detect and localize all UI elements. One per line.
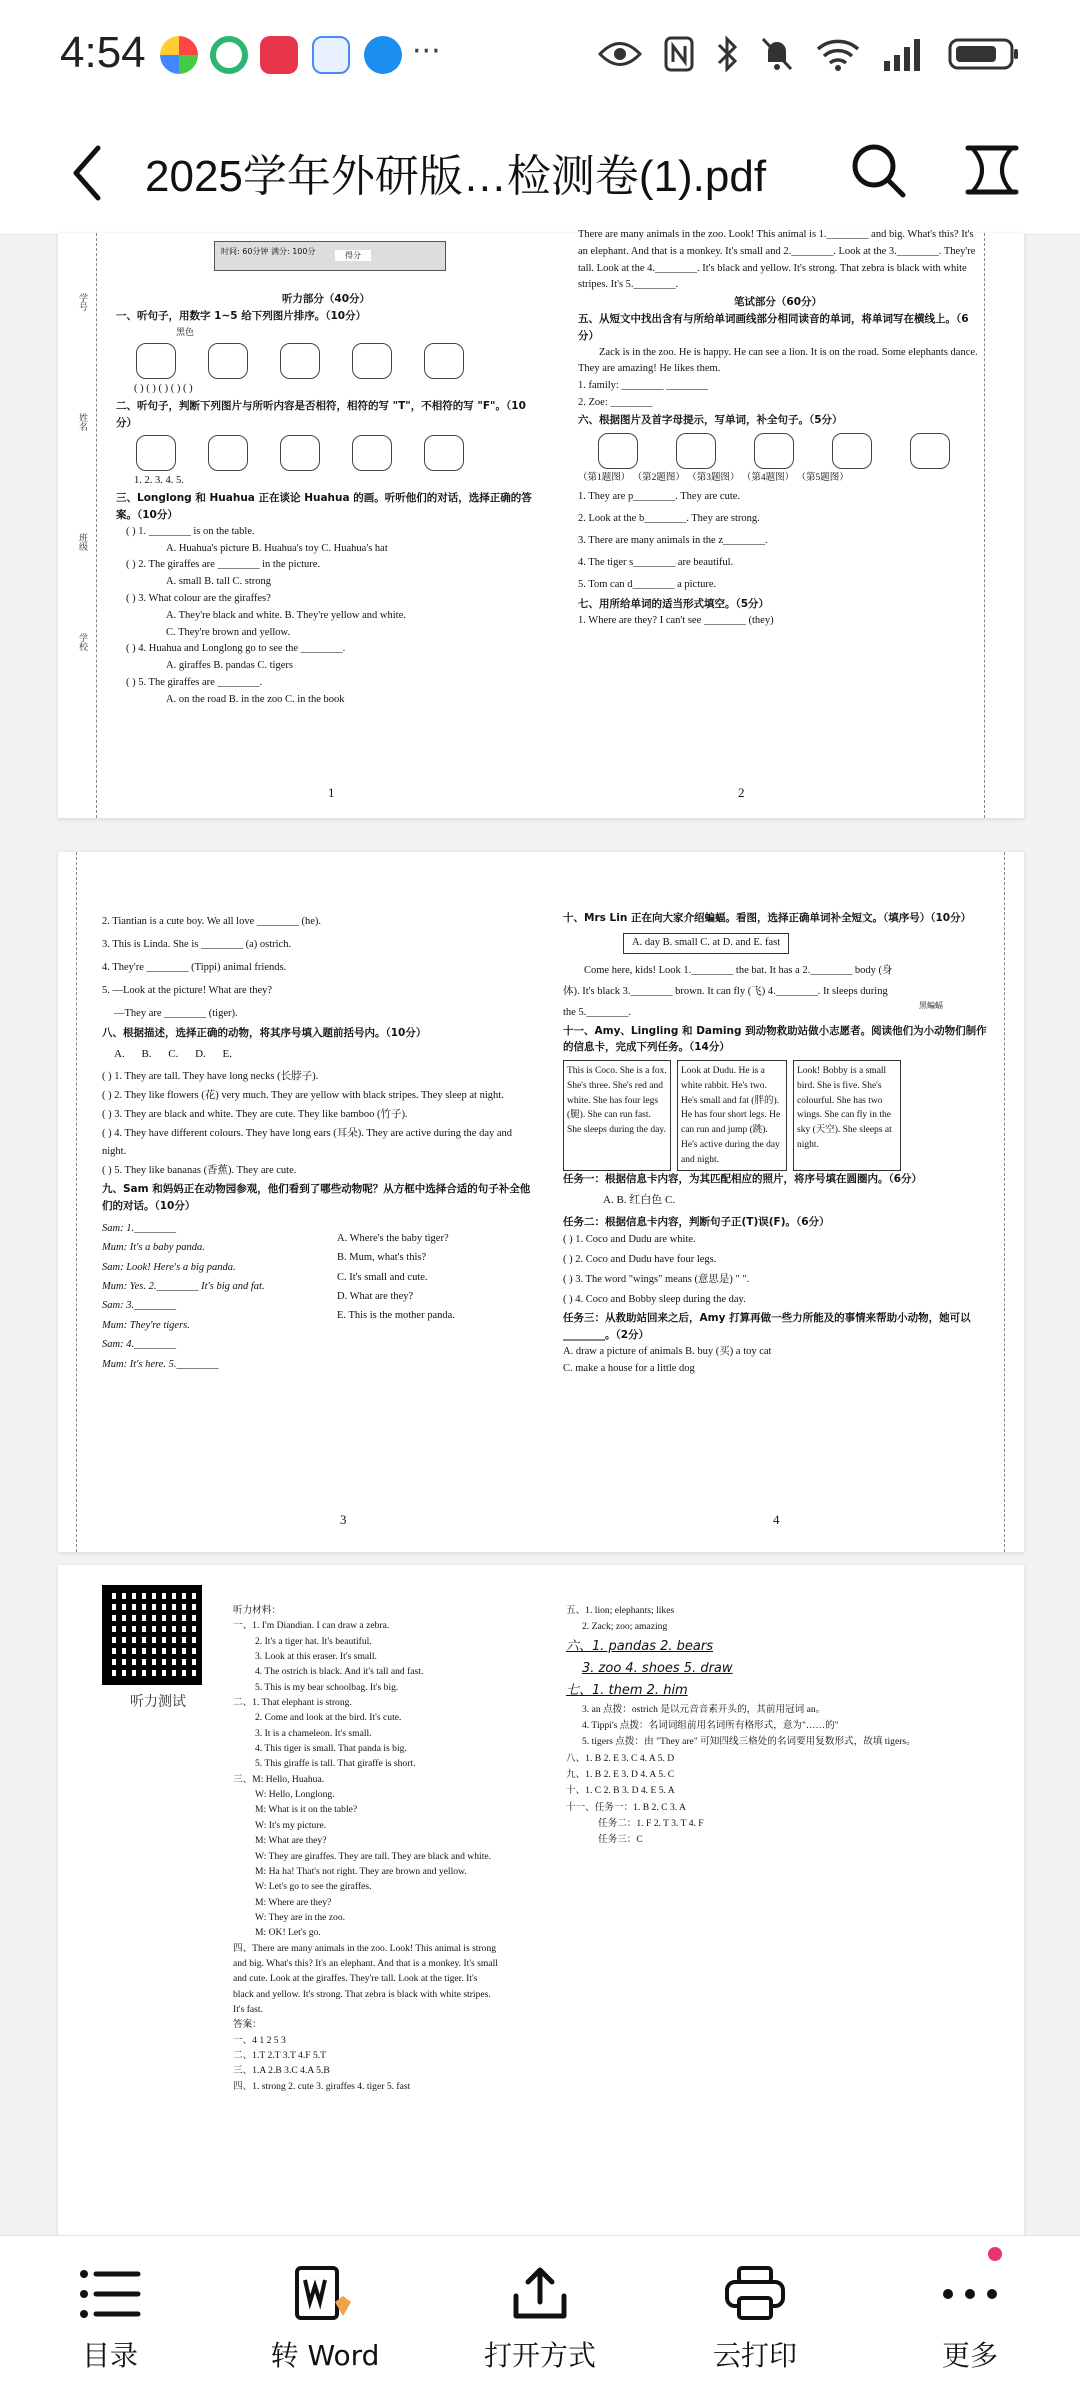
question-3: 三、Longlong 和 Huahua 正在谈论 Huahua 的画。听听他们的对话，选择正确的答案。（10分） (116, 492, 532, 521)
question-6-pictures (598, 433, 978, 469)
bell-muted-icon (760, 36, 794, 72)
signal-icon (882, 37, 926, 71)
page-number-3: 3 (340, 1512, 347, 1527)
info-card-bobby: Look! Bobby is a small bird. She is five. She's colourful. She has two wings. She can fly in the sky (天空). She sleeps at night. (793, 1060, 901, 1171)
toc-button[interactable]: 目录 (30, 2266, 190, 2374)
question-8-items: ( ) 1. They are tall. They have long necks (长脖子). ( ) 2. They like flowers (花) very much. They are yellow with black stripes. They sleep at night. ( ) 3. They are black and white. They are cute. They like bamboo (竹子). ( ) 4. They have different colours. They have long ears (耳朵). They are active during the day and night. ( ) 5. They like bananas (香蕉). They are cute. (102, 1070, 513, 1177)
page-3-column: 2. Tiantian is a cute boy. We all love ________ (he). 3. This is Linda. She is ________ (a) ostrich. 4. They're ________ (Tippi) animal friends. 5. —Look at the picture! What are they? —They are ________ (tiger). 八、根据描述，选择正确的动物，将其序号填入题前括号内。（10分） A. B. C. D. E. ( ) 1. They are tall. They have long necks (长脖子). ( ) 2. They like flowers (花) very much. They are yellow with black stripes. They sleep at night. ( ) 3. They are black and white. They are cute. They like bamboo (竹子). ( ) 4. They have different colours. They have long ears (耳朵). They are active during the day and night. ( ) 5. They like bananas (香蕉). They are cute. 九、Sam 和妈妈正在动物园参观，他们看到了哪些动物呢？从方框中选择合适的句子补全他们的对话。（10分） Sam: 1.________ Mum: It's a baby panda. Sam: Look! Here's a big panda. Mum: Yes. 2.________ It's big and fat. Sam: 3.________ Mum: They're tigers. Sam: 4.________ Mum: It's here. 5.________ A. Where's the baby tiger? B. Mum, what's this? C. It's small and cute. D. What are they? E. This is the mother panda. (102, 916, 531, 1370)
status-bar (0, 0, 1080, 110)
question-8: 八、根据描述，选择正确的动物，将其序号填入题前括号内。（10分） (102, 1027, 427, 1040)
battery-icon (948, 36, 1020, 72)
question-5: 五、从短文中找出含有与所给单词画线部分相同读音的单词，将单词写在横线上。（6分） (578, 312, 969, 342)
question-2-pictures (136, 435, 536, 471)
question-3-items: ( ) 1. ________ is on the table. A. Huahua's picture B. Huahua's toy C. Huahua's hat ( ) 2. The giraffes are ________ in the picture. A. small B. tall C. strong ( ) 3. What colour are the giraffes? A. They're black and white. B. They're yellow and white. C. They're brown and yellow. ( ) 4. Huahua and Longlong go to see the ________. A. giraffes B. pandas C. tigers ( ) 5. The giraffes are ________. A. on the road B. in the zoo C. in the book (126, 525, 406, 705)
share-icon (508, 2266, 572, 2322)
more-icon (938, 2266, 1002, 2322)
printer-icon (723, 2266, 787, 2322)
page-1-column: 听力部分（40分） 一、听句子，用数字 1~5 给下列图片排序。（10分） 黑色 ( ) ( ) ( ) ( ) ( ) 二、听句子，判断下列图片与所听内容是否相符，相符的写 "T"，不相符的写 "F"。（10分） 1. 2. 3. 4. 5. 三、Longlong 和 Huahua 正在谈论 Huahua 的画。听听他们的对话，选择正确的答案。（10分） ( ) 1. ________ is on the table. A. Huahua's picture B. Huahua's toy C. Huahua's hat ( ) 2. The giraffes are ________ in the picture. A. small B. tall C. strong ( ) 3. What colour are the giraffes? A. They're black and white. B. They're yellow and white. C. They're brown and yellow. ( ) 4. Huahua and Longlong go to see the ________. A. giraffes B. pandas C. tigers ( ) 5. The giraffes are ________. A. on the road B. in the zoo C. in the book (116, 291, 536, 709)
bottom-toolbar (0, 2235, 1080, 2387)
cloud-print-button[interactable]: 云打印 (675, 2266, 835, 2374)
task-1: 任务一：根据信息卡内容，为其匹配相应的照片，将序号填在圆圈内。（6分） (563, 1173, 923, 1186)
question-10: 十、Mrs Lin 正在向大家介绍蝙蝠。看图，选择正确单词补全短文。（填序号）（10分） (563, 912, 972, 924)
document-title: 2025学年外研版…检测卷(1).pdf (145, 152, 767, 201)
page-4-column: 十、Mrs Lin 正在向大家介绍蝙蝠。看图，选择正确单词补全短文。（填序号）（10分） A. day B. small C. at D. and E. fast Come here, kids! Look 1.________ the bat. It has a 2.________ body (身体). It's black 3.________ brown. It can fly (飞) 4.________. It sleeps during the 5.________. 黑蝙蝠 十一、Amy、Lingling 和 Daming 到动物救助站做小志愿者。阅读他们为小动物们制作的信息卡，完成下列任务。（14分） This is Coco. She is a fox. She's three. She's red and white. She has four legs (腿). She can run fast. She sleeps during the day. Look at Dudu. He is a white rabbit. He's two. He's small and fat (胖的). He has four short legs. He can run and jump (跳). He's active during the day and night. Look! Bobby is a small bird. She is five. She's colourful. She has two wings. She can fly in the sky (天空). She sleeps at night. 任务一：根据信息卡内容，为其匹配相应的照片，将序号填在圆圈内。（6分） A. B. 红白色 C. 任务二：根据信息卡内容，判断句子正(T)误(F)。（6分） ( ) 1. Coco and Dudu are white. ( ) 2. Coco and Dudu have four legs. ( ) 3. The word "wings" means (意思是) " ". ( ) 4. Coco and Bobby sleep during the day. 任务三：从救助站回来之后，Amy 打算再做一些力所能及的事情来帮助小动物，她可以 ________。（2分） A. draw a picture of animals B. buy (买) a toy cat C. make a house for a little dog (563, 910, 995, 1377)
question-7: 七、用所给单词的适当形式填空。（5分） (578, 597, 770, 610)
red-square-app-icon (260, 36, 298, 74)
search-button[interactable] (848, 140, 908, 200)
task-2: 任务二：根据信息卡内容，判断句子正(T)误(F)。（6分） (563, 1215, 830, 1228)
notification-badge (988, 2247, 1002, 2261)
qr-code[interactable] (102, 1585, 202, 1685)
nfc-icon (664, 36, 694, 72)
convert-word-button[interactable]: 转 Word (245, 2266, 405, 2374)
blue-compass-icon (364, 36, 402, 74)
listening-section-heading: 听力部分（40分） (281, 293, 371, 305)
status-more-dots: ··· (412, 34, 441, 69)
wifi-icon (816, 37, 860, 71)
question-9: 九、Sam 和妈妈正在动物园参观，他们看到了哪些动物呢？从方框中选择合适的句子补全他们的对话。（10分） (102, 1183, 531, 1212)
more-button[interactable]: 更多 (890, 2266, 1050, 2374)
page-2-column: There are many animals in the zoo. Look! This animal is 1.________ and big. What's this? It's an elephant. And that is a monkey. It's small and 2.________. Look at the 3.________. They're tall. Look at the 4.________. It's black and yellow. It's strong. That zebra is black with white stripes. It's 5.________. 笔试部分（60分） 五、从短文中找出含有与所给单词画线部分相同读音的单词，将单词写在横线上。（6分） Zack is in the zoo. He is happy. He can see a lion. It is on the road. Some elephants dance. They are amazing! He likes them. 1. family: ________ ________ 2. Zoe: ________ 六、根据图片及首字母提示，写单词，补全句子。（5分） （第1题图） （第2题图） （第3题图） （第4题图） （第5题图） 1. They are p________. They are cute. 2. Look at the b________. They are strong. 3. There are many animals in the z________. 4. The tiger s________ are beautiful. 5. Tom can d________ a picture. 七、用所给单词的适当形式填空。（5分） 1. Where are they? I can't see ________ (they) (578, 229, 978, 626)
color-wheel-icon (160, 36, 198, 74)
pdf-viewer[interactable] (0, 229, 1080, 2235)
info-card-dudu: Look at Dudu. He is a white rabbit. He's two. He's small and fat (胖的). He has four short legs. He can run and jump (跳). He's active during the day and night. (677, 1060, 787, 1171)
question-2: 二、听句子，判断下列图片与所听内容是否相符，相符的写 "T"，不相符的写 "F"。（10分） (116, 399, 526, 429)
question-11: 十一、Amy、Lingling 和 Daming 到动物救助站做小志愿者。阅读他们为小动物们制作的信息卡，完成下列任务。（14分） (563, 1024, 987, 1054)
page-number-1: 1 (328, 785, 335, 800)
info-card-coco: This is Coco. She is a fox. She's three. She's red and white. She has four legs (腿). She can run fast. She sleeps during the day. (563, 1060, 671, 1171)
blue-flower-app-icon (312, 36, 350, 74)
page-number-2: 2 (738, 785, 745, 800)
title-bar (0, 110, 1080, 235)
list-icon (78, 2266, 142, 2322)
question-6: 六、根据图片及首字母提示，写单词，补全句子。（5分） (578, 413, 843, 426)
exam-header-box: 时间: 60分钟 满分: 100分 得分 (214, 241, 446, 271)
page-number-4: 4 (773, 1512, 780, 1527)
status-time: 4:54 (60, 28, 146, 77)
question-6-items: 1. They are p________. They are cute. 2. Look at the b________. They are strong. 3. There are many animals in the z________. 4. The tiger s________ are beautiful. 5. Tom can d________ a picture. (578, 490, 768, 590)
split-view-button[interactable] (962, 140, 1022, 200)
pdf-page-spread-3 (58, 1565, 1024, 2255)
pdf-page-spread-2 (58, 852, 1024, 1552)
info-cards (563, 1060, 995, 1171)
pdf-page-spread-1: 学号 姓名 班级 学校 时间: 60分钟 满分: 100分 得分 听力部分（40分） 一、听句子，用数字 1~5 给下列图片排序。（10分） 黑色 ( ) ( ) ( ) ( ) ( ) 二、听句子，判断下列图片与所听内容是否相符，相符的写 "T"，不相符的写 "F"。（10分） 1. 2. 3. 4. 5. 三、Longlong 和 Huahua 正在谈论 Huahua 的画。听听他们的对话，选择正确的答案。（10分） ( ) 1. ________ is on the table. A. Huahua's picture B. Huahua's toy C. Huahua's hat ( ) 2. The giraffes are ________ in the picture. A. small B. tall C. strong ( ) 3. What colour are the giraffes? A. They're black and white. B. They're yellow and white. C. They're brown and yellow. ( ) 4. Huahua and Longlong go to see the ________. A. giraffes B. pandas C. tigers ( ) 5. The giraffes are ________. A. on the road B. in the zoo C. in the book 1 There are many animals in the zoo. Look! This animal is 1.________ and big. What's this? It's an elephant. And that is a monkey. It's small and 2.________. Look at the 3.________. They're tall. Look at the 4.________. It's black and yellow. It's strong. That zebra is black with white stripes. It's 5.________. 笔试部分（60分） 五、从短文中找出含有与所给单词画线部分相同读音的单词，将单词写在横线上。（6分） Zack is in the zoo. He is happy. He can see a lion. It is on the road. Some elephants dance. They are amazing! He likes them. 1. family: ________ ________ 2. Zoe: ________ 六、根据图片及首字母提示，写单词，补全句子。（5分） （第1题图） （第2题图） （第3题图） （第4题图） （第5题图） 1. They are p________. They are cute. 2. Look at the b________. They are strong. 3. There are many animals in the z________. 4. The tiger s________ are beautiful. 5. Tom can d________ a picture. 七、用所给单词的适当形式填空。（5分） 1. Where are they? I can't see ________ (they) 2 (58, 233, 1024, 818)
listening-script: 听力材料： 一、1. I'm Diandian. I can draw a zebra. 2. It's a tiger hat. It's beautiful. 3. Look at this eraser. It's small. 4. The ostrich is black. And it's tall and fast. 5. This is my bear schoolbag. It's big. 二、1. That elephant is strong. 2. Come and look at the bird. It's cute. 3. It is a chameleon. It's small. 4. This tiger is small. That panda is big. 5. This giraffe is tall. That giraffe is short. 三、M: Hello, Huahua. W: Hello, Longlong. M: What is it on the table? W: It's my picture. M: What are they? W: They are giraffes. They are tall. They are black and white. M: Ha ha! That's not right. They are brown and yellow. W: Let's go to see the giraffes. M: Where are they? W: They are in the zoo. M: OK! Let's go. 四、There are many animals in the zoo. Look! This animal is strong and big. What's this? It's an elephant. And that is a monkey. It's small and cute. Look at the giraffes. They're tall. Look at the tiger. It's black and yellow. It's strong. That zebra is black with white stripes. It's fast. 答案： 一、4 1 2 5 3 二、1.T 2.T 3.T 4.F 5.T 三、1.A 2.B 3.C 4.A 5.B 四、1. strong 2. cute 3. giraffes 4. tiger 5. fast (233, 1605, 498, 2092)
qr-label: 听力测试 (130, 1694, 186, 1710)
question-1-pictures (136, 343, 536, 379)
bluetooth-icon (716, 35, 738, 73)
eye-icon (598, 39, 642, 69)
back-button[interactable] (62, 138, 114, 208)
answer-key: 五、1. lion; elephants; likes 2. Zack; zoo; amazing 六、1. pandas 2. bears 3. zoo 4. shoes 5. draw 七、1. them 2. him 3. an 点拨：ostrich 是以元音音素开头的，其前用冠词 an。 4. Tippi's 点拨：名词词组前用名词所有格形式，意为"……的" 5. tigers 点拨：由 "They are" 可知四线三格处的名词要用复数形式，故填 tigers。 八、1. B 2. E 3. C 4. A 5. D 九、1. B 2. E 3. D 4. A 5. C 十、1. C 2. B 3. D 4. E 5. A 十一、任务一：1. B 2. C 3. A 任务二：1. F 2. T 3. T 4. F 任务三：C (566, 1605, 916, 1846)
question-1: 一、听句子，用数字 1~5 给下列图片排序。（10分） (116, 309, 367, 322)
green-swirl-icon (210, 36, 248, 74)
task-3: 任务三：从救助站回来之后，Amy 打算再做一些力所能及的事情来帮助小动物，她可以 ________。（2分） (563, 1312, 971, 1341)
open-with-button[interactable]: 打开方式 (460, 2266, 620, 2374)
convert-word-icon (293, 2266, 357, 2322)
